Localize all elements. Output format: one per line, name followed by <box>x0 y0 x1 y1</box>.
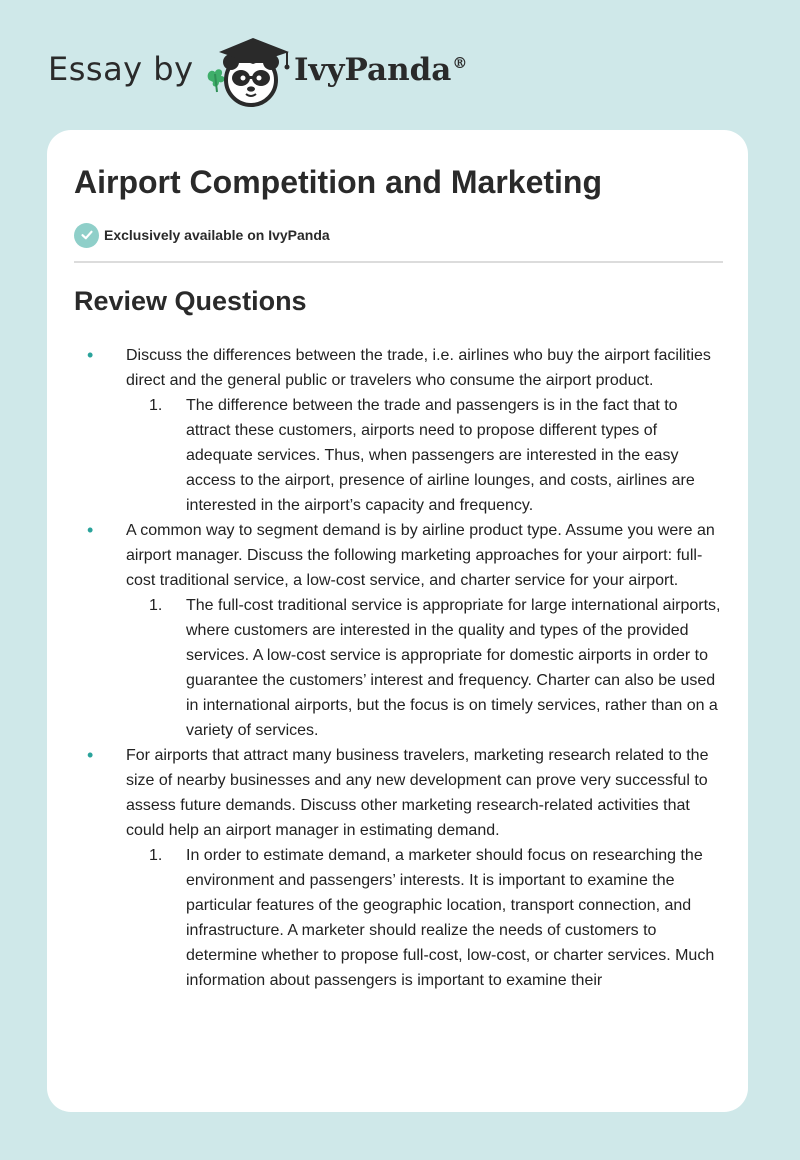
answer-item <box>47 393 726 518</box>
panda-logo-icon[interactable] <box>201 34 297 110</box>
answer-item <box>47 593 726 743</box>
answer-number: 1. <box>149 597 163 614</box>
question-item <box>47 343 726 393</box>
essay-title: Airport Competition and Marketing <box>74 164 602 200</box>
bullet-icon: • <box>87 345 94 365</box>
divider <box>74 261 723 263</box>
essay-card <box>47 130 748 1112</box>
answer-number: 1. <box>149 397 163 414</box>
bullet-icon: • <box>87 520 94 540</box>
check-icon <box>74 223 99 248</box>
registered-mark: ® <box>452 54 468 72</box>
answer-text: In order to estimate demand, a marketer should focus on researching the environment and passengers’ interests. It is important to examine the particular features of the geographic location, transport connection, and infrastructure. A marketer should realize the needs of customers to determine whether to propose full-cost, low-cost, or charter services. Much information about passengers is important to examine their <box>186 847 715 989</box>
brand-name-text[interactable]: IvyPanda <box>294 52 452 88</box>
brand-name[interactable] <box>294 52 467 88</box>
site-header <box>48 30 748 110</box>
answer-item <box>47 843 726 993</box>
bullet-icon: • <box>87 745 94 765</box>
question-text: A common way to segment demand is by airline product type. Assume you were an airport manager. Discuss the following marketing approaches for your airport: full-cost traditional service, a low-cost service, and charter service for your airport. <box>126 522 715 589</box>
question-item <box>47 518 726 593</box>
essay-by-label: Essay by <box>48 50 194 88</box>
exclusive-badge-text: Exclusively available on IvyPanda <box>104 227 330 243</box>
question-text: For airports that attract many business travelers, marketing research related to the size of nearby businesses and any new development can prove very successful to assess future demands. Discuss other marketing research-related activities that could help an airport manager in estimating demand. <box>126 747 709 839</box>
question-item <box>47 743 726 843</box>
answer-text: The difference between the trade and passengers is in the fact that to attract these customers, airports need to propose different types of adequate services. Thus, when passengers are interested in the easy access to the airport, presence of airline lounges, and costs, airlines are interested in the airport’s capacity and frequency. <box>186 397 695 514</box>
question-text: Discuss the differences between the trade, i.e. airlines who buy the airport facilities direct and the general public or travelers who consume the airport product. <box>126 347 711 389</box>
exclusive-badge <box>74 222 330 248</box>
essay-body <box>47 343 748 993</box>
section-heading: Review Questions <box>74 286 307 316</box>
answer-number: 1. <box>149 847 163 864</box>
answer-text: The full-cost traditional service is appropriate for large international airports, where customers are interested in the quality and types of the provided services. A low-cost service is appropriate for domestic airports in order to guarantee the customers’ interest and frequency. Charter can also be used in international airports, but the focus is on timely services, rather than on a variety of services. <box>186 597 721 739</box>
